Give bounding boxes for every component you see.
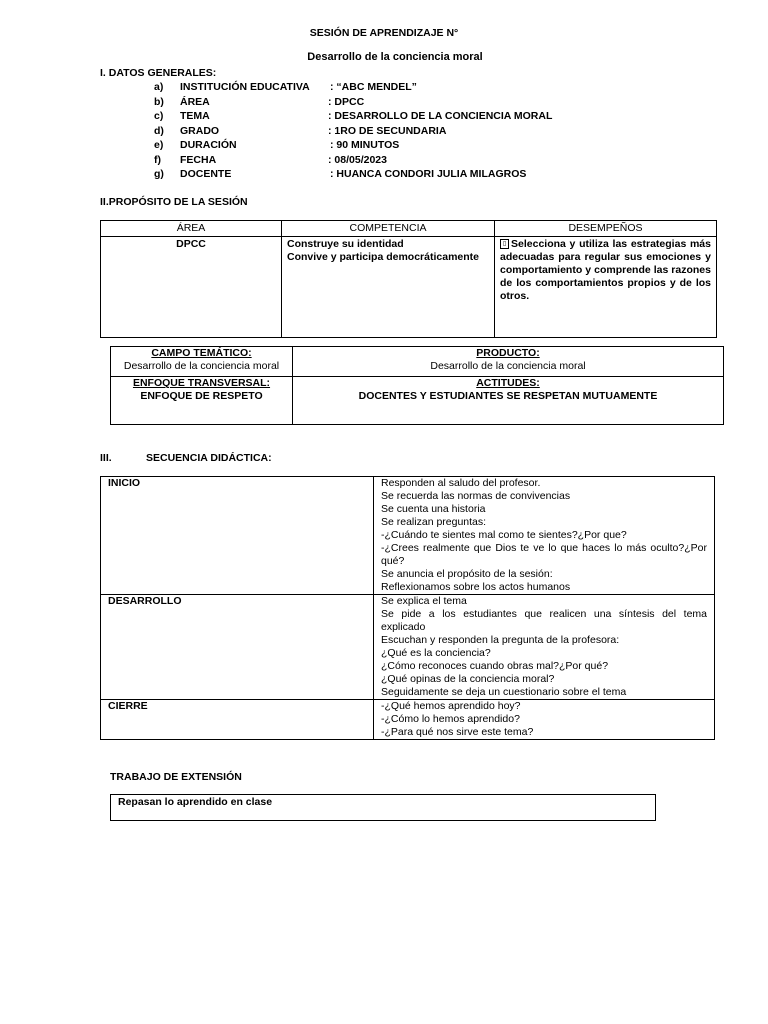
document-subtitle: Desarrollo de la conciencia moral bbox=[307, 51, 483, 63]
stage-desarrollo: DESARROLLO bbox=[101, 595, 374, 700]
competencia-2: Convive y participa democráticamente bbox=[287, 251, 479, 263]
bullet-icon: ▯ bbox=[500, 239, 509, 249]
activity-line: ¿Qué es la conciencia? bbox=[381, 647, 491, 659]
sequence-table bbox=[100, 476, 715, 740]
header-area: ÁREA bbox=[101, 221, 282, 237]
general-data-heading: I. DATOS GENERALES: bbox=[100, 67, 217, 79]
producto-cell bbox=[293, 347, 724, 377]
activity-line: Se cuenta una historia bbox=[381, 503, 486, 515]
activity-line: Se pide a los estudiantes que realicen una síntesis del tema explicado bbox=[381, 608, 707, 633]
activity-line: Reflexionamos sobre los actos humanos bbox=[381, 581, 571, 593]
activity-line: -¿Cuándo te sientes mal como te sientes?¿Por que? bbox=[381, 529, 627, 541]
purpose-heading: II.PROPÓSITO DE LA SESIÓN bbox=[100, 196, 248, 208]
producto-label: PRODUCTO: bbox=[476, 347, 540, 359]
sequence-heading-number: III. bbox=[100, 452, 112, 464]
enfoque-cell bbox=[111, 377, 293, 425]
activity-line: Se realizan preguntas: bbox=[381, 516, 487, 528]
campo-label: CAMPO TEMÁTICO: bbox=[151, 347, 252, 359]
activity-line: Escuchan y responden la pregunta de la profesora: bbox=[381, 634, 620, 646]
header-competencia: COMPETENCIA bbox=[282, 221, 495, 237]
sequence-heading: SECUENCIA DIDÁCTICA: bbox=[146, 452, 272, 464]
activity-line: -¿Crees realmente que Dios te ve lo que haces lo más oculto?¿Por qué? bbox=[381, 542, 707, 567]
activity-line: Se recuerda las normas de convivencias bbox=[381, 490, 571, 502]
stage-row-cierre bbox=[101, 700, 715, 740]
extension-box bbox=[110, 794, 656, 821]
stage-row-desarrollo bbox=[101, 595, 715, 700]
activity-line: -¿Cómo lo hemos aprendido? bbox=[381, 713, 520, 725]
activity-line: -¿Para qué nos sirve este tema? bbox=[381, 726, 534, 738]
actitudes-label: ACTITUDES: bbox=[476, 377, 540, 389]
activity-line: ¿Cómo reconoces cuando obras mal?¿Por qué? bbox=[381, 660, 609, 672]
stage-inicio: INICIO bbox=[101, 477, 374, 595]
purpose-table bbox=[100, 220, 717, 338]
activity-line: -¿Qué hemos aprendido hoy? bbox=[381, 700, 521, 712]
producto-value: Desarrollo de la conciencia moral bbox=[430, 360, 586, 372]
extension-heading: TRABAJO DE EXTENSIÓN bbox=[110, 771, 242, 783]
activity-line: ¿Qué opinas de la conciencia moral? bbox=[381, 673, 555, 685]
enfoque-label: ENFOQUE TRANSVERSAL: bbox=[132, 377, 271, 389]
competencia-1: Construye su identidad bbox=[287, 238, 404, 250]
competencia-cell bbox=[282, 237, 495, 338]
activity-line: Seguidamente se deja un cuestionario sobre el tema bbox=[381, 686, 627, 698]
document-title: SESIÓN DE APRENDIZAJE N° bbox=[309, 27, 459, 39]
actitudes-value: DOCENTES Y ESTUDIANTES SE RESPETAN MUTUAMENTE bbox=[358, 390, 658, 402]
activity-line: Responden al saludo del profesor. bbox=[381, 477, 541, 489]
campo-value: Desarrollo de la conciencia moral bbox=[123, 360, 280, 372]
campo-cell bbox=[111, 347, 293, 377]
actitudes-cell bbox=[293, 377, 724, 425]
stage-cierre: CIERRE bbox=[101, 700, 374, 740]
activities-desarrollo bbox=[374, 595, 715, 700]
header-desempenos: DESEMPEÑOS bbox=[495, 221, 717, 237]
desempeno-text: Selecciona y utiliza las estrategias más adecuadas para regular sus emociones y comportamiento y comprende las razones de los comportamientos propios y de los otros. bbox=[500, 238, 711, 302]
enfoque-value: ENFOQUE DE RESPETO bbox=[140, 390, 263, 402]
extension-text: Repasan lo aprendido en clase bbox=[118, 796, 273, 808]
activities-cierre bbox=[374, 700, 715, 740]
stage-row-inicio bbox=[101, 477, 715, 595]
area-cell: DPCC bbox=[101, 237, 282, 338]
activities-inicio bbox=[374, 477, 715, 595]
desempeno-cell bbox=[495, 237, 717, 338]
activity-line: Se anuncia el propósito de la sesión: bbox=[381, 568, 553, 580]
activity-line: Se explica el tema bbox=[381, 595, 467, 607]
campo-table bbox=[110, 346, 724, 425]
